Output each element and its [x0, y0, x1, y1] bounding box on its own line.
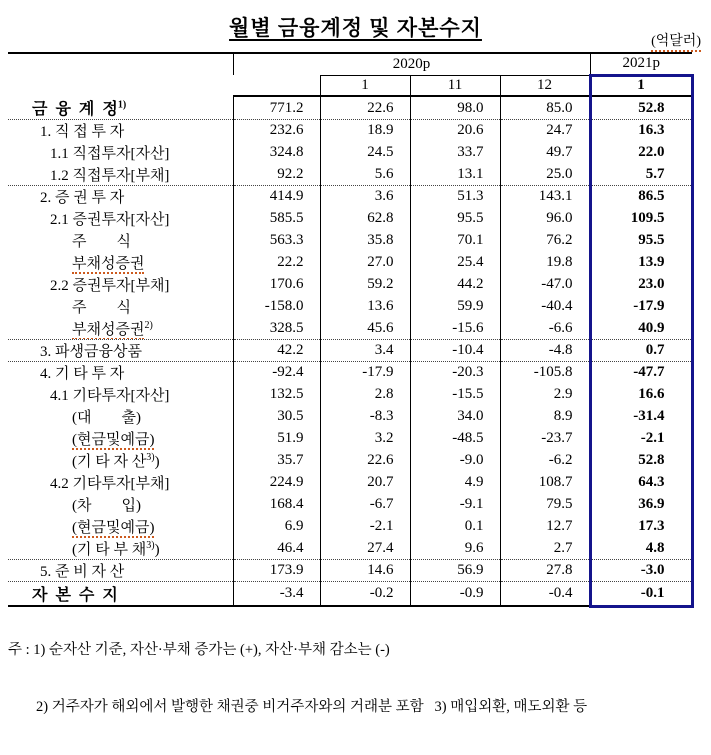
- row-label: 4.2 기타투자[부채]: [50, 476, 170, 492]
- table-row: [8, 318, 692, 340]
- table-row: [8, 96, 692, 120]
- table-row: [8, 142, 692, 164]
- cell-value: 22.0: [590, 142, 692, 164]
- cell-value: 20.7: [320, 472, 410, 494]
- cell-value: -31.4: [590, 406, 692, 428]
- header-empty-cell: [8, 53, 233, 96]
- cell-value: 16.6: [590, 384, 692, 406]
- cell-value: -40.4: [500, 296, 590, 318]
- cell-value: 168.4: [233, 494, 320, 516]
- cell-value: 14.6: [320, 560, 410, 582]
- table-row: [8, 516, 692, 538]
- cell-value: -4.8: [500, 340, 590, 362]
- cell-value: 49.7: [500, 142, 590, 164]
- cell-value: -6.6: [500, 318, 590, 340]
- cell-value: 6.9: [233, 516, 320, 538]
- cell-value: 12.7: [500, 516, 590, 538]
- cell-value: -17.9: [590, 296, 692, 318]
- cell-value: 3.6: [320, 186, 410, 208]
- cell-value: 2.7: [500, 538, 590, 560]
- cell-value: 13.9: [590, 252, 692, 274]
- cell-value: -6.7: [320, 494, 410, 516]
- cell-value: 64.3: [590, 472, 692, 494]
- cell-value: 35.7: [233, 450, 320, 472]
- cell-value: -8.3: [320, 406, 410, 428]
- cell-value: 324.8: [233, 142, 320, 164]
- table-row: [8, 406, 692, 428]
- cell-value: 27.0: [320, 252, 410, 274]
- cell-value: 24.5: [320, 142, 410, 164]
- table-row: [8, 428, 692, 450]
- cell-value: 27.4: [320, 538, 410, 560]
- cell-value: -92.4: [233, 362, 320, 384]
- table-row: [8, 274, 692, 296]
- footnote-2: 2) 거주자가 해외에서 발행한 채권중 비거주자와의 거래분 포함 3) 매입외환, 매도외환 등: [36, 699, 588, 715]
- header-annual-subcell: [233, 75, 320, 96]
- footnote-1: 주 : 1) 순자산 기준, 자산·부채 증가는 (+), 자산·부채 감소는 (-): [8, 642, 390, 658]
- cell-value: 8.9: [500, 406, 590, 428]
- cell-value: 70.1: [410, 230, 500, 252]
- cell-value: 5.7: [590, 164, 692, 186]
- cell-value: 9.6: [410, 538, 500, 560]
- row-label: (현금및예금): [72, 520, 155, 536]
- row-label: 1. 직 접 투 자: [8, 120, 233, 142]
- cell-value: 52.8: [590, 96, 692, 120]
- header-month-nov: 11: [410, 75, 500, 96]
- cell-value: 414.9: [233, 186, 320, 208]
- page-title: 월별 금융계정 및 자본수지: [229, 16, 482, 40]
- cell-value: 44.2: [410, 274, 500, 296]
- cell-value: 51.3: [410, 186, 500, 208]
- cell-value: 173.9: [233, 560, 320, 582]
- cell-value: 56.9: [410, 560, 500, 582]
- cell-value: -0.4: [500, 582, 590, 607]
- cell-value: 36.9: [590, 494, 692, 516]
- cell-value: -105.8: [500, 362, 590, 384]
- cell-value: 79.5: [500, 494, 590, 516]
- cell-value: -48.5: [410, 428, 500, 450]
- cell-value: 59.2: [320, 274, 410, 296]
- cell-value: -3.0: [590, 560, 692, 582]
- cell-value: 0.7: [590, 340, 692, 362]
- cell-value: 328.5: [233, 318, 320, 340]
- cell-value: 22.6: [320, 450, 410, 472]
- cell-value: -2.1: [590, 428, 692, 450]
- table-body: [8, 96, 692, 606]
- row-label: 3. 파생금융상품: [8, 340, 233, 362]
- cell-value: 17.3: [590, 516, 692, 538]
- table-row: [8, 560, 692, 582]
- row-label: (차 입): [72, 498, 141, 514]
- cell-value: 42.2: [233, 340, 320, 362]
- cell-value: 232.6: [233, 120, 320, 142]
- financial-account-table: [8, 52, 694, 608]
- footnotes: [8, 603, 587, 755]
- cell-value: 95.5: [410, 208, 500, 230]
- header-month-jan: 1: [320, 75, 410, 96]
- cell-value: -0.1: [590, 582, 692, 607]
- cell-value: 30.5: [233, 406, 320, 428]
- cell-value: 22.2: [233, 252, 320, 274]
- header-month-dec: 12: [500, 75, 590, 96]
- cell-value: 23.0: [590, 274, 692, 296]
- cell-value: 3.4: [320, 340, 410, 362]
- cell-value: 4.8: [590, 538, 692, 560]
- row-label: 자 본 수 지: [8, 582, 233, 607]
- cell-value: 585.5: [233, 208, 320, 230]
- table-row: [8, 494, 692, 516]
- cell-value: 13.6: [320, 296, 410, 318]
- cell-value: 59.9: [410, 296, 500, 318]
- row-label: 주 식: [72, 300, 131, 316]
- cell-value: -158.0: [233, 296, 320, 318]
- cell-value: -47.7: [590, 362, 692, 384]
- table-row: [8, 186, 692, 208]
- table-row: [8, 450, 692, 472]
- cell-value: 108.7: [500, 472, 590, 494]
- cell-value: -6.2: [500, 450, 590, 472]
- table-row: [8, 472, 692, 494]
- row-label: 4.1 기타투자[자산]: [50, 388, 170, 404]
- table-row: [8, 384, 692, 406]
- cell-value: -17.9: [320, 362, 410, 384]
- cell-value: 2.8: [320, 384, 410, 406]
- cell-value: 52.8: [590, 450, 692, 472]
- header-year-2020: 2020p: [233, 53, 590, 75]
- cell-value: 46.4: [233, 538, 320, 560]
- cell-value: 19.8: [500, 252, 590, 274]
- row-label: (기 타 부 채$^{3)}$): [72, 539, 160, 558]
- cell-value: 25.0: [500, 164, 590, 186]
- cell-value: 33.7: [410, 142, 500, 164]
- cell-value: -3.4: [233, 582, 320, 607]
- cell-value: -9.1: [410, 494, 500, 516]
- cell-value: 40.9: [590, 318, 692, 340]
- cell-value: -0.2: [320, 582, 410, 607]
- cell-value: 771.2: [233, 96, 320, 120]
- unit-label: (억달러): [651, 30, 701, 50]
- row-label: 5. 준 비 자 산: [8, 560, 233, 582]
- cell-value: 20.6: [410, 120, 500, 142]
- cell-value: 18.9: [320, 120, 410, 142]
- cell-value: 96.0: [500, 208, 590, 230]
- cell-value: 92.2: [233, 164, 320, 186]
- table-row: [8, 296, 692, 318]
- cell-value: 98.0: [410, 96, 500, 120]
- cell-value: -10.4: [410, 340, 500, 362]
- cell-value: 62.8: [320, 208, 410, 230]
- cell-value: 0.1: [410, 516, 500, 538]
- cell-value: 76.2: [500, 230, 590, 252]
- row-label: (현금및예금): [72, 432, 155, 448]
- cell-value: 22.6: [320, 96, 410, 120]
- cell-value: 35.8: [320, 230, 410, 252]
- cell-value: -9.0: [410, 450, 500, 472]
- cell-value: 143.1: [500, 186, 590, 208]
- cell-value: -0.9: [410, 582, 500, 607]
- table-row: [8, 230, 692, 252]
- cell-value: 224.9: [233, 472, 320, 494]
- row-label: 1.1 직접투자[자산]: [50, 146, 170, 162]
- cell-value: -2.1: [320, 516, 410, 538]
- table-row: [8, 252, 692, 274]
- cell-value: -23.7: [500, 428, 590, 450]
- cell-value: 24.7: [500, 120, 590, 142]
- row-label: 부채성증권: [72, 256, 145, 272]
- cell-value: -15.5: [410, 384, 500, 406]
- cell-value: 170.6: [233, 274, 320, 296]
- cell-value: 13.1: [410, 164, 500, 186]
- cell-value: -20.3: [410, 362, 500, 384]
- table-row: [8, 538, 692, 560]
- row-label: (대 출): [72, 410, 141, 426]
- table-row: [8, 340, 692, 362]
- table-header: [8, 53, 692, 96]
- cell-value: 109.5: [590, 208, 692, 230]
- cell-value: 2.9: [500, 384, 590, 406]
- row-label: 1.2 직접투자[부채]: [50, 167, 170, 184]
- table-row: [8, 208, 692, 230]
- row-label: (기 타 자 산$^{3)}$): [72, 452, 160, 470]
- header-month-jan-2021: 1: [590, 75, 692, 96]
- cell-value: 45.6: [320, 318, 410, 340]
- cell-value: 563.3: [233, 230, 320, 252]
- table-row: [8, 362, 692, 384]
- cell-value: 86.5: [590, 186, 692, 208]
- cell-value: -47.0: [500, 274, 590, 296]
- cell-value: 4.9: [410, 472, 500, 494]
- row-label: 부채성증권$^{2)}$: [72, 319, 153, 338]
- header-year-2021: 2021p: [590, 53, 692, 75]
- row-label: 2.2 증권투자[부채]: [50, 278, 170, 294]
- cell-value: 27.8: [500, 560, 590, 582]
- cell-value: 85.0: [500, 96, 590, 120]
- cell-value: 5.6: [320, 164, 410, 186]
- cell-value: 34.0: [410, 406, 500, 428]
- row-label: 2. 증 권 투 자: [8, 186, 233, 208]
- cell-value: 16.3: [590, 120, 692, 142]
- cell-value: 95.5: [590, 230, 692, 252]
- row-label: 주 식: [72, 234, 131, 250]
- cell-value: 3.2: [320, 428, 410, 450]
- cell-value: 51.9: [233, 428, 320, 450]
- table-row: [8, 164, 692, 186]
- row-label: 4. 기 타 투 자: [8, 362, 233, 384]
- row-label: 2.1 증권투자[자산]: [50, 212, 170, 228]
- cell-value: 25.4: [410, 252, 500, 274]
- row-label: 금 융 계 정$^{1)}$: [32, 99, 127, 118]
- cell-value: -15.6: [410, 318, 500, 340]
- table-row: [8, 120, 692, 142]
- cell-value: 132.5: [233, 384, 320, 406]
